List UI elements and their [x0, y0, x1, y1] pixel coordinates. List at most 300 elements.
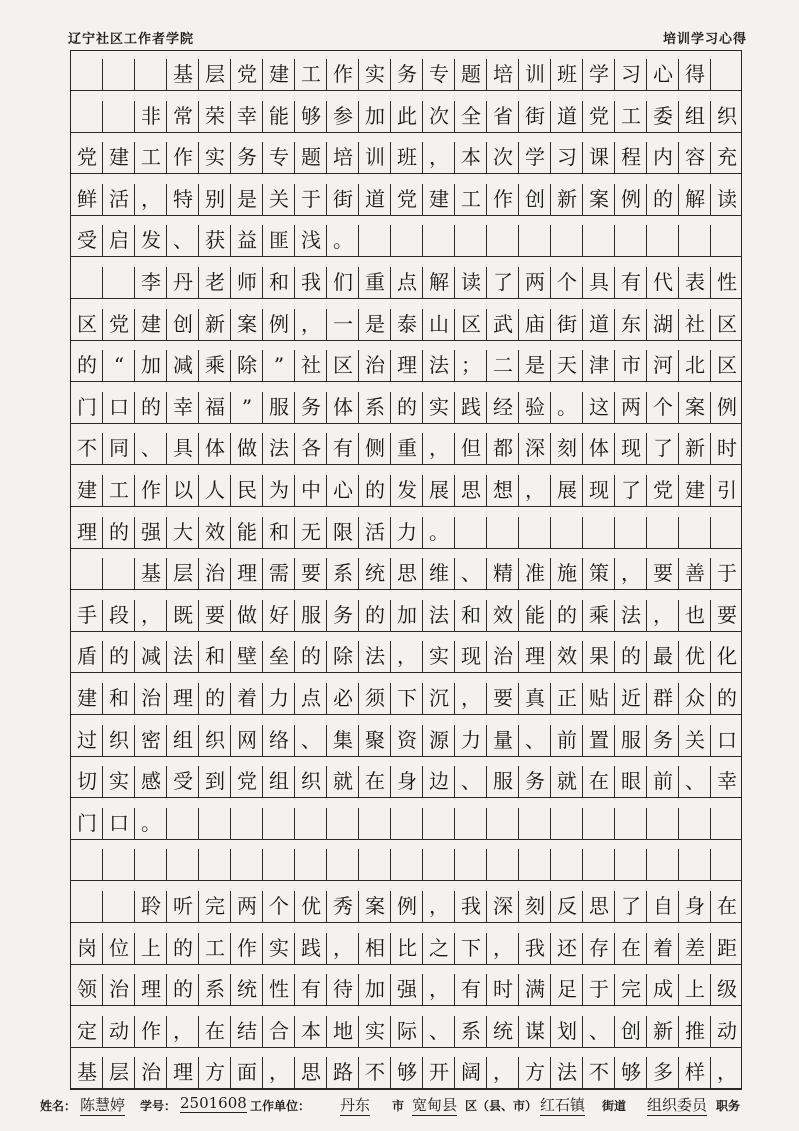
- grid-cell: 到: [205, 769, 225, 794]
- grid-cell: [551, 225, 583, 255]
- grid-cell: 以: [173, 478, 193, 502]
- grid-cell: 务: [525, 769, 545, 794]
- grid-cell: 践: [301, 935, 321, 960]
- grid-cell: 践: [461, 394, 481, 419]
- grid-cell: 丹: [173, 270, 193, 294]
- grid-cell: 展: [429, 478, 449, 502]
- text-row: [71, 309, 741, 341]
- grid-cell: 现: [589, 478, 609, 502]
- grid-cell: 层: [173, 561, 193, 586]
- grid-cell: 治: [109, 977, 129, 1002]
- grid-cell: 于: [589, 977, 609, 1002]
- grid-cell: 着: [237, 686, 257, 710]
- grid-cell: 织: [717, 103, 737, 128]
- grid-cell: 距: [717, 935, 737, 960]
- grid-cell: 沉: [429, 686, 449, 710]
- grid-cell: 集: [333, 727, 353, 752]
- grid-cell: 除: [333, 644, 353, 669]
- grid-cell: 动: [717, 1018, 737, 1043]
- grid-cell: ，: [717, 1060, 737, 1085]
- grid-cell: [583, 517, 615, 547]
- grid-cell: 的: [205, 686, 225, 710]
- header-category: 培训学习心得: [662, 32, 747, 47]
- grid-cell: [583, 225, 615, 255]
- grid-cell: 之: [429, 935, 449, 960]
- grid-cell: 完: [205, 894, 225, 918]
- text-row: [71, 184, 741, 216]
- grid-cell: 工: [205, 935, 225, 960]
- grid-cell: 限: [333, 519, 353, 544]
- grid-cell: 建: [77, 478, 97, 502]
- grid-cell: 、: [141, 436, 161, 461]
- grid-cell: 街: [333, 186, 353, 211]
- grid-cell: 街: [557, 311, 577, 336]
- grid-cell: [103, 101, 135, 131]
- grid-cell: ，: [333, 935, 353, 960]
- grid-cell: [583, 849, 615, 879]
- grid-cell: 层: [205, 62, 225, 86]
- text-row: [71, 600, 741, 632]
- grid-cell: 专: [429, 62, 449, 86]
- grid-cell: 东: [621, 311, 641, 336]
- grid-cell: 层: [109, 1060, 129, 1085]
- grid-cell: [295, 849, 327, 879]
- grid-cell: 题: [461, 62, 481, 86]
- grid-cell: 要: [301, 561, 321, 586]
- grid-cell: 社: [301, 353, 321, 378]
- grid-cell: 理: [173, 1060, 193, 1085]
- grid-cell: 启: [109, 228, 129, 253]
- grid-cell: 点: [301, 686, 321, 710]
- text-row: [71, 808, 741, 840]
- grid-cell: 也: [685, 602, 705, 627]
- grid-cell: ，: [621, 561, 641, 586]
- grid-cell: [647, 849, 679, 879]
- grid-cell: 。: [333, 228, 353, 253]
- grid-cell: 的: [397, 394, 417, 419]
- header-org: 辽宁社区工作者学院: [68, 32, 195, 47]
- grid-cell: 方: [525, 1060, 545, 1085]
- grid-cell: 组: [173, 727, 193, 752]
- grid-cell: 表: [685, 270, 705, 294]
- grid-cell: 上: [685, 977, 705, 1002]
- grid-cell: 是: [237, 186, 257, 211]
- grid-cell: 习: [621, 62, 641, 86]
- grid-cell: 师: [237, 270, 257, 294]
- grid-cell: 两: [525, 270, 545, 294]
- grid-cell: 的: [365, 602, 385, 627]
- grid-cell: 李: [141, 270, 161, 294]
- grid-cell: 一: [333, 311, 353, 336]
- grid-cell: 、: [685, 769, 705, 794]
- grid-cell: [359, 225, 391, 255]
- grid-cell: [615, 225, 647, 255]
- grid-cell: 街: [525, 103, 545, 128]
- grid-cell: 面: [237, 1060, 257, 1085]
- grid-cell: 和: [205, 644, 225, 669]
- grid-cell: 学: [589, 62, 609, 86]
- grid-cell: 加: [141, 353, 161, 378]
- grid-cell: 幸: [237, 103, 257, 128]
- grid-cell: 作: [493, 186, 513, 211]
- grid-cell: 区: [333, 353, 353, 378]
- grid-cell: [679, 225, 711, 255]
- grid-cell: 织: [205, 727, 225, 752]
- grid-cell: 关: [269, 186, 289, 211]
- grid-cell: 统: [493, 1018, 513, 1043]
- text-row: [71, 433, 741, 465]
- grid-cell: [519, 517, 551, 547]
- grid-cell: 成: [653, 977, 673, 1002]
- grid-cell: 系: [461, 1018, 481, 1043]
- grid-cell: 体: [589, 436, 609, 461]
- grid-cell: 作: [141, 1018, 161, 1043]
- grid-cell: 的: [109, 519, 129, 544]
- grid-cell: 思: [301, 1060, 321, 1085]
- grid-cell: ，: [301, 311, 321, 336]
- grid-cell: 段: [109, 602, 129, 627]
- grid-cell: [519, 808, 551, 838]
- grid-cell: 、: [461, 769, 481, 794]
- grid-cell: [519, 849, 551, 879]
- grid-cell: [391, 808, 423, 838]
- grid-cell: 特: [173, 186, 193, 211]
- grid-cell: [647, 808, 679, 838]
- grid-cell: 就: [333, 769, 353, 794]
- grid-cell: 乘: [205, 353, 225, 378]
- grid-cell: 贴: [589, 686, 609, 710]
- grid-cell: [391, 849, 423, 879]
- grid-cell: 做: [237, 436, 257, 461]
- grid-cell: [551, 849, 583, 879]
- grid-cell: 引: [717, 478, 737, 502]
- grid-cell: 领: [77, 977, 97, 1002]
- grid-cell: ，: [429, 894, 449, 918]
- grid-cell: 例: [397, 894, 417, 918]
- city-suffix: 市: [392, 1099, 405, 1113]
- text-row: [71, 558, 741, 590]
- grid-cell: 织: [301, 769, 321, 794]
- grid-cell: 学: [525, 145, 545, 170]
- grid-cell: 党: [109, 311, 129, 336]
- grid-cell: 程: [621, 145, 641, 170]
- grid-cell: [103, 891, 135, 921]
- grid-cell: 的: [141, 394, 161, 419]
- grid-cell: 足: [557, 977, 577, 1002]
- grid-cell: 了: [653, 436, 673, 461]
- grid-cell: 治: [205, 561, 225, 586]
- grid-cell: 做: [237, 602, 257, 627]
- grid-cell: 基: [141, 561, 161, 586]
- grid-cell: 法: [269, 436, 289, 461]
- grid-cell: 创: [621, 1018, 641, 1043]
- grid-cell: 中: [301, 478, 321, 502]
- text-row: [71, 1057, 741, 1089]
- text-row: [71, 766, 741, 798]
- grid-cell: 我: [461, 894, 481, 918]
- grid-cell: ，: [493, 1060, 513, 1085]
- grid-cell: 过: [77, 727, 97, 752]
- grid-cell: 次: [493, 145, 513, 170]
- grid-cell: 专: [269, 145, 289, 170]
- grid-cell: ；: [461, 353, 481, 378]
- grid-cell: [295, 808, 327, 838]
- grid-cell: 庙: [525, 311, 545, 336]
- grid-cell: 展: [557, 478, 577, 502]
- grid-cell: 群: [653, 686, 673, 710]
- grid-cell: 区: [461, 311, 481, 336]
- grid-cell: 的: [621, 644, 641, 669]
- grid-cell: 在: [365, 769, 385, 794]
- grid-cell: 创: [525, 186, 545, 211]
- post-suffix: 职务: [716, 1099, 741, 1113]
- grid-cell: 培: [493, 62, 513, 86]
- grid-cell: 结: [237, 1018, 257, 1043]
- grid-cell: 例: [621, 186, 641, 211]
- grid-cell: 垒: [269, 644, 289, 669]
- grid-cell: 我: [301, 270, 321, 294]
- grid-cell: [231, 849, 263, 879]
- grid-cell: [711, 808, 743, 838]
- grid-cell: 的: [77, 353, 97, 378]
- grid-cell: 次: [429, 103, 449, 128]
- grid-cell: 受: [77, 228, 97, 253]
- grid-cell: 方: [205, 1060, 225, 1085]
- grid-cell: 例: [717, 394, 737, 419]
- grid-cell: 民: [237, 478, 257, 502]
- grid-cell: 身: [685, 894, 705, 918]
- grid-cell: 正: [557, 686, 577, 710]
- grid-cell: 无: [301, 519, 321, 544]
- grid-cell: 实: [109, 769, 129, 794]
- grid-cell: 例: [269, 311, 289, 336]
- grid-cell: 感: [141, 769, 161, 794]
- text-row: [71, 142, 741, 174]
- grid-cell: 山: [429, 311, 449, 336]
- grid-cell: 案: [365, 894, 385, 918]
- grid-cell: [487, 808, 519, 838]
- grid-cell: 代: [653, 270, 673, 294]
- grid-cell: 优: [685, 644, 705, 669]
- grid-cell: 岗: [77, 935, 97, 960]
- grid-cell: 实: [365, 1018, 385, 1043]
- grid-cell: 差: [685, 935, 705, 960]
- grid-cell: 划: [557, 1018, 577, 1043]
- grid-cell: [199, 849, 231, 879]
- grid-cell: 系: [365, 394, 385, 419]
- grid-cell: 大: [173, 519, 193, 544]
- text-row: [71, 933, 741, 965]
- grid-cell: 壁: [237, 644, 257, 669]
- grid-cell: 源: [429, 727, 449, 752]
- grid-cell: 施: [557, 561, 577, 586]
- grid-cell: 满: [525, 977, 545, 1002]
- grid-cell: [455, 225, 487, 255]
- grid-cell: 区: [717, 353, 737, 378]
- grid-cell: 减: [141, 644, 161, 669]
- grid-cell: 活: [109, 186, 129, 211]
- grid-cell: 课: [589, 145, 609, 170]
- grid-cell: 建: [429, 186, 449, 211]
- town-suffix: 街道: [602, 1099, 627, 1113]
- grid-cell: [167, 808, 199, 838]
- grid-cell: 建: [269, 62, 289, 86]
- grid-cell: 实: [429, 644, 449, 669]
- grid-cell: 组: [269, 769, 289, 794]
- grid-cell: ，: [429, 145, 449, 170]
- grid-cell: 的: [717, 686, 737, 710]
- grid-cell: 这: [589, 394, 609, 419]
- grid-cell: 解: [429, 270, 449, 294]
- grid-cell: 具: [173, 436, 193, 461]
- grid-cell: 工: [109, 478, 129, 502]
- grid-cell: 党: [653, 478, 673, 502]
- grid-cell: [487, 849, 519, 879]
- grid-cell: 区: [717, 311, 737, 336]
- grid-cell: 基: [173, 62, 193, 86]
- grid-cell: 在: [205, 1018, 225, 1043]
- grid-cell: 盾: [77, 644, 97, 669]
- grid-cell: 加: [397, 602, 417, 627]
- grid-cell: [551, 808, 583, 838]
- grid-cell: [71, 267, 103, 297]
- grid-cell: ，: [461, 686, 481, 710]
- grid-cell: 务: [301, 394, 321, 419]
- grid-cell: 级: [717, 977, 737, 1002]
- grid-cell: [135, 849, 167, 879]
- grid-cell: 受: [173, 769, 193, 794]
- grid-cell: 和: [269, 519, 289, 544]
- grid-cell: 都: [493, 436, 513, 461]
- grid-cell: 的: [301, 644, 321, 669]
- grid-cell: 务: [653, 727, 673, 752]
- grid-cell: 众: [685, 686, 705, 710]
- grid-cell: [647, 225, 679, 255]
- grid-cell: 、: [429, 1018, 449, 1043]
- grid-cell: 果: [589, 644, 609, 669]
- grid-cell: [615, 808, 647, 838]
- grid-cell: 荣: [205, 103, 225, 128]
- grid-cell: 市: [621, 353, 641, 378]
- text-row: [71, 225, 741, 257]
- grid-cell: 党: [589, 103, 609, 128]
- grid-cell: 着: [653, 935, 673, 960]
- grid-cell: 自: [653, 894, 673, 918]
- grid-cell: 够: [301, 103, 321, 128]
- grid-cell: 现: [621, 436, 641, 461]
- grid-cell: 网: [237, 727, 257, 752]
- text-row: [71, 1016, 741, 1048]
- grid-cell: 乘: [589, 602, 609, 627]
- grid-cell: 非: [141, 103, 161, 128]
- grid-cell: 获: [205, 228, 225, 253]
- grid-cell: ，: [493, 935, 513, 960]
- grid-cell: 区: [77, 311, 97, 336]
- grid-cell: ，: [173, 1018, 193, 1043]
- grid-cell: 有: [461, 977, 481, 1002]
- text-row: [71, 101, 741, 133]
- grid-cell: 织: [109, 727, 129, 752]
- grid-cell: ，: [269, 1060, 289, 1085]
- grid-cell: 听: [173, 894, 193, 918]
- grid-cell: 点: [397, 270, 417, 294]
- grid-cell: 建: [141, 311, 161, 336]
- grid-cell: [711, 225, 743, 255]
- grid-cell: 常: [173, 103, 193, 128]
- grid-cell: 精: [493, 561, 513, 586]
- grid-cell: [455, 808, 487, 838]
- grid-cell: 法: [429, 602, 449, 627]
- grid-cell: 够: [621, 1060, 641, 1085]
- grid-cell: 、: [589, 1018, 609, 1043]
- grid-cell: 秀: [333, 894, 353, 918]
- grid-cell: 密: [141, 727, 161, 752]
- grid-cell: 作: [141, 478, 161, 502]
- grid-cell: 的: [173, 977, 193, 1002]
- grid-cell: 策: [589, 561, 609, 586]
- grid-cell: 益: [237, 228, 257, 253]
- grid-cell: 力: [461, 727, 481, 752]
- grid-cell: 是: [365, 311, 385, 336]
- grid-cell: 身: [397, 769, 417, 794]
- grid-cell: 服: [621, 727, 641, 752]
- grid-cell: 时: [717, 436, 737, 461]
- grid-cell: 深: [493, 894, 513, 918]
- text-row: [71, 683, 741, 715]
- grid-cell: 在: [717, 894, 737, 918]
- grid-cell: [679, 808, 711, 838]
- grid-cell: 班: [557, 62, 577, 86]
- grid-cell: 发: [397, 478, 417, 502]
- grid-cell: 。: [429, 519, 449, 544]
- grid-cell: 际: [397, 1018, 417, 1043]
- grid-cell: 刻: [557, 436, 577, 461]
- grid-cell: [423, 849, 455, 879]
- county-field: 宽甸县: [412, 1096, 458, 1114]
- grid-cell: 侧: [365, 436, 385, 461]
- grid-cell: 充: [717, 145, 737, 170]
- grid-cell: 关: [685, 727, 705, 752]
- grid-cell: 能: [525, 602, 545, 627]
- grid-cell: 、: [525, 727, 545, 752]
- name-field: 陈慧婷: [80, 1096, 126, 1114]
- grid-cell: 。: [141, 810, 161, 835]
- grid-cell: 工: [301, 62, 321, 86]
- grid-cell: [487, 225, 519, 255]
- grid-cell: 反: [557, 894, 577, 918]
- grid-cell: 要: [653, 561, 673, 586]
- grid-cell: [103, 849, 135, 879]
- grid-cell: 上: [141, 935, 161, 960]
- grid-cell: 在: [621, 935, 641, 960]
- grid-cell: 于: [717, 561, 737, 586]
- grid-cell: 化: [717, 644, 737, 669]
- text-row: [71, 974, 741, 1006]
- grid-cell: 新: [557, 186, 577, 211]
- grid-cell: [359, 808, 391, 838]
- grid-cell: 题: [301, 145, 321, 170]
- grid-cell: 二: [493, 353, 513, 378]
- grid-cell: 人: [205, 478, 225, 502]
- grid-cell: 就: [557, 769, 577, 794]
- signature-footer: [40, 1093, 770, 1117]
- grid-cell: 、: [461, 561, 481, 586]
- grid-cell: 了: [493, 270, 513, 294]
- grid-cell: [711, 59, 743, 89]
- grid-cell: [103, 59, 135, 89]
- grid-cell: 力: [269, 686, 289, 710]
- grid-cell: [103, 267, 135, 297]
